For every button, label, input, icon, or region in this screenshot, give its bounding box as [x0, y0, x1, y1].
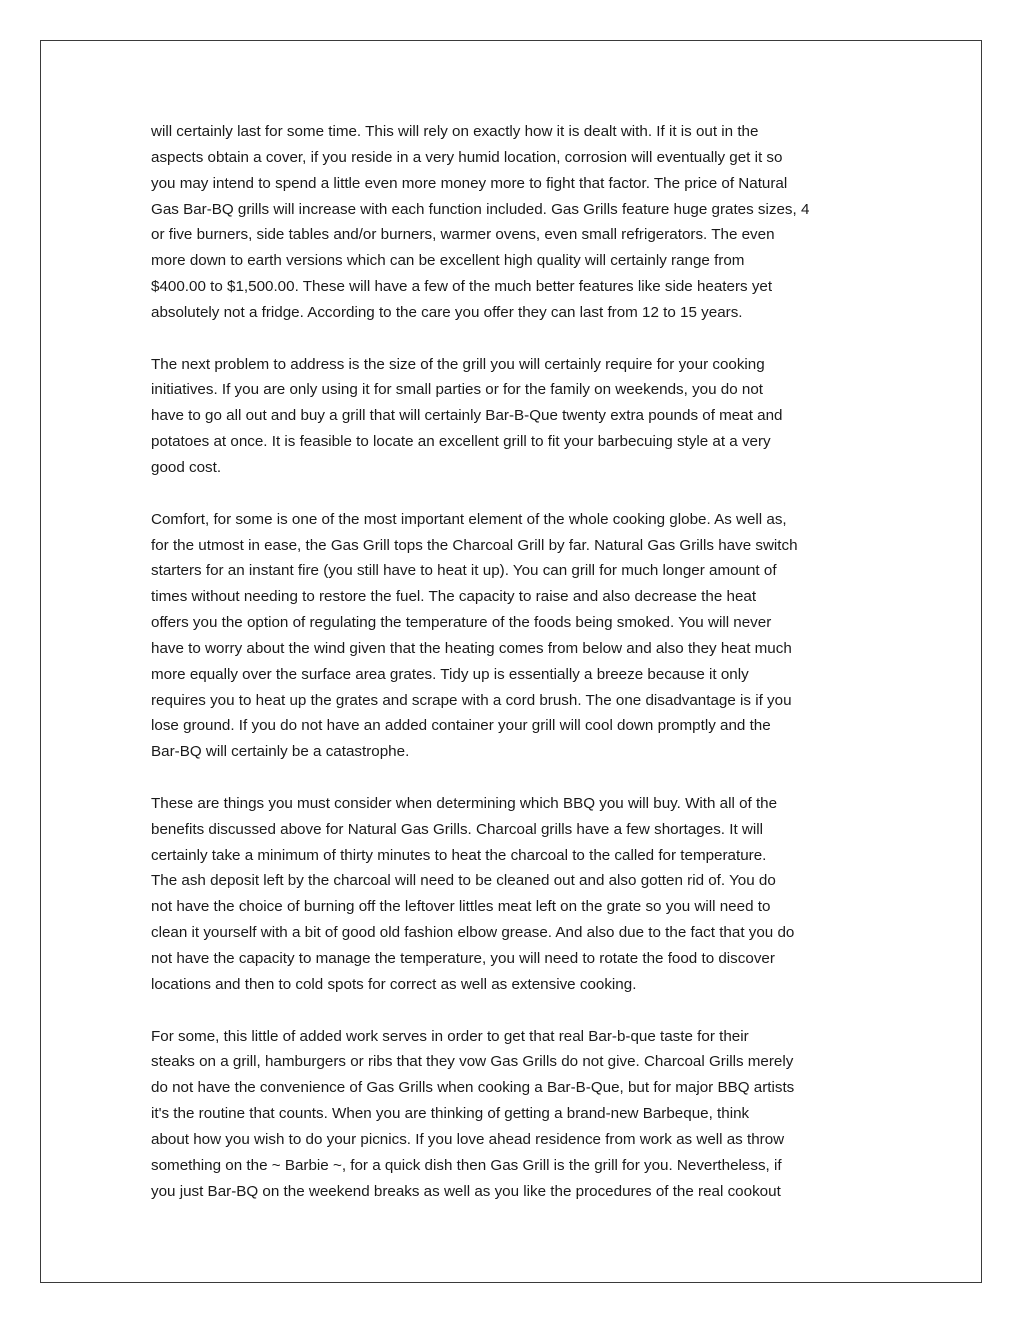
text-line: Bar-BQ will certainly be a catastrophe. [151, 743, 410, 761]
text-line: good cost. [151, 458, 222, 476]
text-line: times without needing to restore the fuel. The capacity to raise and also decrease the heat [151, 588, 757, 606]
text-line: initiatives. If you are only using it for small parties or for the family on weekends, you do not [151, 381, 764, 399]
paragraph-5 [151, 1024, 877, 1205]
paragraph-gap [151, 481, 877, 507]
text-line: For some, this little of added work serves in order to get that real Bar-b-que taste for their [151, 1027, 749, 1045]
text-line: something on the ~ Barbie ~, for a quick dish then Gas Grill is the grill for you. Nevertheless, if [151, 1156, 782, 1174]
text-line: have to go all out and buy a grill that will certainly Bar-B-Que twenty extra pounds of meat and [151, 407, 783, 425]
text-line: more equally over the surface area grates. Tidy up is essentially a breeze because it only [151, 665, 749, 683]
paragraph-gap [151, 998, 877, 1024]
paragraph-3 [151, 507, 877, 765]
text-line: you may intend to spend a little even more money more to fight that factor. The price of Natural [151, 174, 788, 192]
text-line: not have the capacity to manage the temperature, you will need to rotate the food to discover [151, 950, 775, 967]
text-line: Gas Bar-BQ grills will increase with each function included. Gas Grills feature huge grates sizes, 4 [151, 200, 810, 218]
text-line: requires you to heat up the grates and scrape with a cord brush. The one disadvantage is if you [151, 691, 792, 709]
text-line: offers you the option of regulating the temperature of the foods being smoked. You will never [151, 614, 772, 632]
text-line: Comfort, for some is one of the most important element of the whole cooking globe. As well as, [151, 510, 787, 528]
text-line: potatoes at once. It is feasible to locate an excellent grill to fit your barbecuing style at a very [151, 433, 771, 451]
text-line: more down to earth versions which can be excellent high quality will certainly range from [151, 252, 745, 270]
text-line: steaks on a grill, hamburgers or ribs that they vow Gas Grills do not give. Charcoal Grills merely [151, 1053, 794, 1071]
text-line: for the utmost in ease, the Gas Grill tops the Charcoal Grill by far. Natural Gas Grills have switch [151, 536, 798, 554]
paragraph-4 [151, 791, 877, 998]
text-line: clean it yourself with a bit of good old fashion elbow grease. And also due to the fact that you do [151, 924, 795, 942]
text-line: do not have the convenience of Gas Grills when cooking a Bar-B-Que, but for major BBQ artists [151, 1079, 795, 1097]
text-line: will certainly last for some time. This will rely on exactly how it is dealt with. If it is out in the [151, 123, 759, 140]
document-body [151, 119, 877, 1204]
text-line: locations and then to cold spots for correct as well as extensive cooking. [151, 975, 637, 993]
text-line: aspects obtain a cover, if you reside in a very humid location, corrosion will eventually get it so [151, 148, 783, 166]
text-line: about how you wish to do your picnics. If you love ahead residence from work as well as throw [151, 1130, 785, 1148]
paragraph-2 [151, 352, 877, 481]
text-line: benefits discussed above for Natural Gas Grills. Charcoal grills have a few shortages. It will [151, 820, 763, 838]
text-line: The ash deposit left by the charcoal will need to be cleaned out and also gotten rid of. You do [151, 872, 776, 890]
text-line: starters for an instant fire (you still have to heat it up). You can grill for much longer amount of [151, 562, 777, 580]
text-line: $400.00 to $1,500.00. These will have a few of the much better features like side heaters yet [151, 278, 773, 296]
paragraph-gap [151, 326, 877, 352]
paragraph-1 [151, 119, 877, 326]
text-line: absolutely not a fridge. According to the care you offer they can last from 12 to 15 years. [151, 303, 743, 321]
text-line: These are things you must consider when determining which BBQ you will buy. With all of the [151, 794, 778, 812]
text-line: certainly take a minimum of thirty minutes to heat the charcoal to the called for temperature. [151, 846, 767, 864]
text-line: you just Bar-BQ on the weekend breaks as well as you like the procedures of the real cookout [151, 1182, 781, 1200]
paragraph-gap [151, 765, 877, 791]
text-line: lose ground. If you do not have an added container your grill will cool down promptly and the [151, 717, 771, 735]
text-line: The next problem to address is the size of the grill you will certainly require for your cooking [151, 355, 765, 373]
text-line: not have the choice of burning off the leftover littles meat left on the grate so you will need to [151, 898, 771, 916]
text-line: it's the routine that counts. When you are thinking of getting a brand-new Barbeque, think [151, 1105, 750, 1123]
text-line: or five burners, side tables and/or burners, warmer ovens, even small refrigerators. The even [151, 226, 775, 244]
text-line: have to worry about the wind given that the heating comes from below and also they heat much [151, 639, 792, 657]
